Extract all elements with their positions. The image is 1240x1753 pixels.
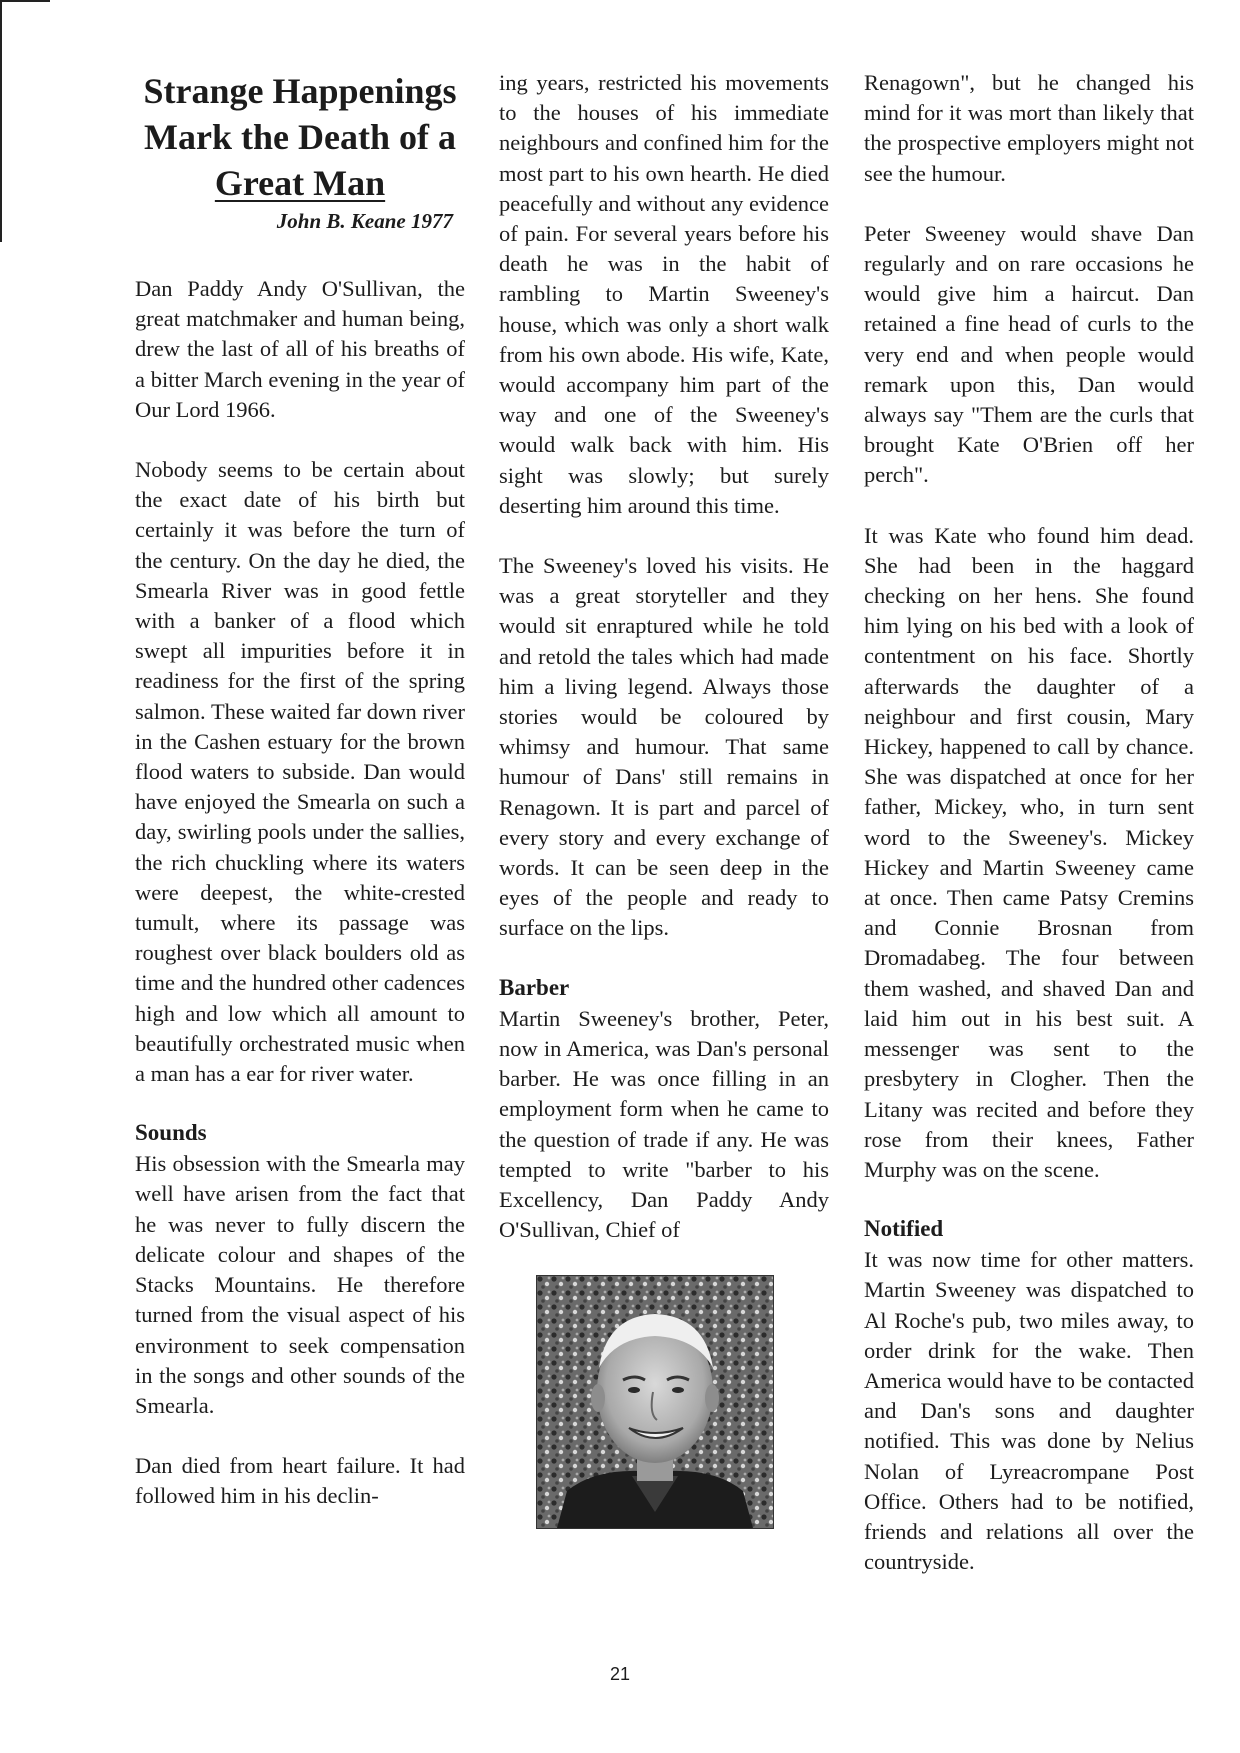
paragraph: It was Kate who found him dead. She had been in the haggard checking on her hens. She found him lying on his bed with a look of contentment on his face. Shortly afterwards the daughter of a neighbour and first cousin, Mary Hickey, happened to call by chance. She was dispatched at once for her father, Mickey, who, in turn sent word to the Sweeney's. Mickey Hickey and Martin Sweeney came at once. Then came Patsy Cremins and Connie Brosnan from Dromadabeg. The four between them washed, and shaved Dan and laid him out in his best suit. A messenger was sent to the presbytery in Clogher. Then the Litany was recited and before they rose from their knees, Father Murphy was on the scene. (864, 522, 1194, 1182)
paragraph: His obsession with the Smearla may well have arisen from the fact that he was never to fully discern the delicate colour and shapes of the Stacks Mountains. He therefore turned from the visual aspect of his environment to seek compensation in the songs and other sounds of the Smearla. (135, 1151, 465, 1418)
paragraph: Dan Paddy Andy O'Sullivan, the great matchmaker and human being, drew the last of all of his breaths of a bitter March evening in the year of Our Lord 1966. (135, 276, 465, 422)
paragraph: It was now time for other matters. Martin Sweeney was dispatched to Al Roche's pub, two miles away, to order drink for the wake. Then America would have to be contacted and Dan's sons and daughter notified. This was done by Nelius Nolan of Lyreacrompane Post Office. Others had to be notified, friends and relations all over the countryside. (864, 1247, 1194, 1575)
section-heading-barber: Barber (499, 974, 570, 1000)
title-line-1: Strange Happenings (143, 71, 457, 111)
article-title (135, 68, 465, 206)
paragraph: Peter Sweeney would shave Dan regularly and on rare occasions he would give him a haircut. Dan retained a fine head of curls to the very end and when people would remark upon this, Dan would always say "Them are the curls that brought Kate O'Brien off her perch". (864, 220, 1194, 488)
paragraph: ing years, restricted his movements to the houses of his immediate neighbours and confined him for the most part to his own hearth. He died peacefully and without any evidence of pain. For several years before his death he was in the habit of rambling to Martin Sweeney's house, which was only a short walk from his own abode. His wife, Kate, would accompany him part of the way and one of the Sweeney's would walk back with him. His sight was slowly; but surely deserting him around this time. (499, 70, 829, 518)
section-heading-sounds: Sounds (135, 1120, 207, 1146)
title-line-2: Mark the Death of a (144, 117, 456, 157)
page-number: 21 (609, 1664, 631, 1684)
portrait-photo-image (537, 1276, 773, 1528)
portrait-photo (536, 1275, 774, 1529)
paragraph: Dan died from heart failure. It had followed him in his declin- (135, 1453, 465, 1509)
page-corner-mark (0, 0, 50, 242)
column-2 (499, 68, 829, 1529)
paragraph: Martin Sweeney's brother, Peter, now in America, was Dan's personal barber. He was once filling in an employment form when he came to the question of trade if any. He was tempted to write "barber to his Excellency, Dan Paddy Andy O'Sullivan, Chief of (499, 1005, 829, 1243)
paragraph: Nobody seems to be certain about the exact date of his birth but certainly it was before the turn of the century. On the day he died, the Smearla River was in good fettle with a banker of a flood which swept all impurities before it in readiness for the first of the spring salmon. These waited far down river in the Cashen estuary for the brown flood waters to subside. Dan would have enjoyed the Smearla on such a day, swirling pools under the sallies, the rich chuckling where its waters were deepest, the white-crested tumult, where its passage was roughest over black boulders old as time and the hundred other cadences high and low which all amount to beautifully orchestrated music when a man has a ear for river water. (135, 457, 465, 1087)
column-1 (135, 68, 465, 1542)
title-line-3: Great Man (214, 163, 386, 203)
section-heading-notified: Notified (864, 1216, 944, 1242)
paragraph: The Sweeney's loved his visits. He was a great storyteller and they would sit enraptured while he told and retold the tales which had made him a living legend. Always those stories would be coloured by whimsy and humour. That same humour of Dans' still remains in Renagown. It is part and parcel of every story and every exchange of words. It can be seen deep in the eyes of the people and ready to surface on the lips. (499, 553, 829, 941)
byline: John B. Keane 1977 (276, 209, 453, 233)
column-3 (864, 68, 1194, 1607)
paragraph: Renagown", but he changed his mind for it was mort than likely that the prospective employers might not see the humour. (864, 70, 1194, 186)
